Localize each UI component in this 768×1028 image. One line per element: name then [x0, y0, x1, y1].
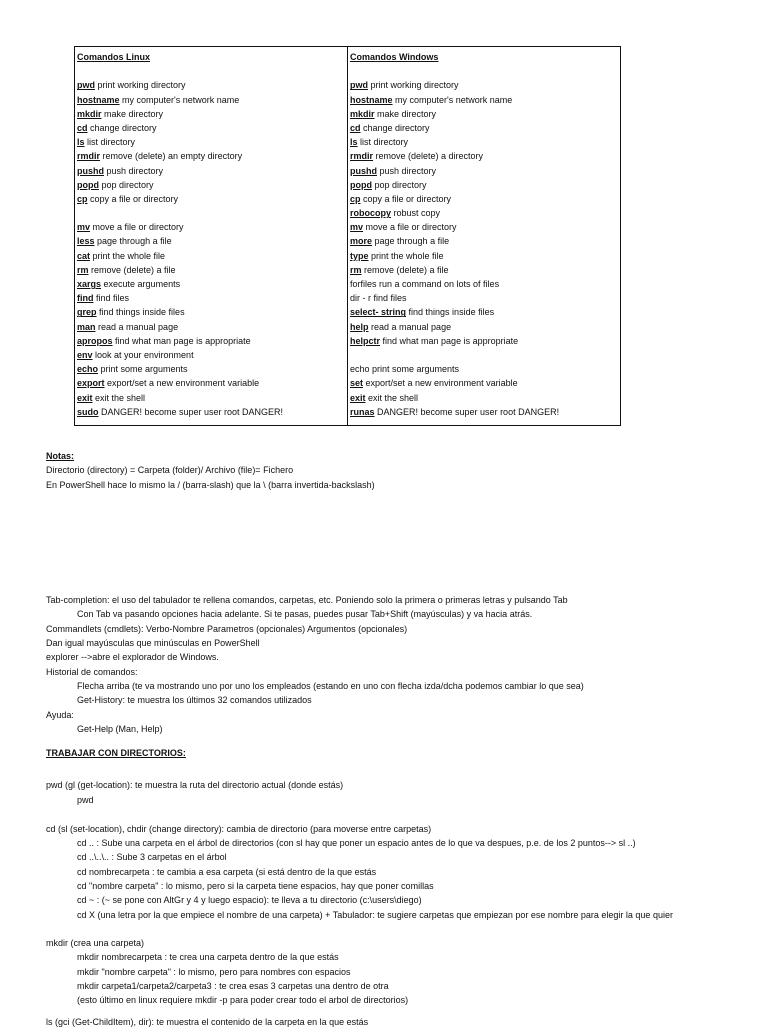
linux-command-row: [77, 320, 345, 334]
linux-command-description: my computer's network name: [119, 94, 240, 105]
windows-command-row: [350, 291, 618, 305]
linux-command-row: [77, 64, 345, 78]
windows-command-row: [350, 64, 618, 78]
windows-command-description: push directory: [377, 165, 437, 176]
windows-command-row: [350, 206, 618, 220]
windows-command-row: [350, 249, 618, 263]
windows-command-row: [350, 391, 618, 405]
linux-command-row: [77, 93, 345, 107]
windows-command-name: rm: [350, 264, 362, 275]
linux-command-description: page through a file: [94, 236, 172, 247]
body-text-line: pwd: [77, 795, 94, 805]
windows-command-description: read a manual page: [368, 321, 452, 332]
windows-command-row: [350, 362, 618, 376]
windows-command-name: type: [350, 250, 369, 261]
linux-command-name: grep: [77, 307, 97, 318]
windows-command-row: [350, 263, 618, 277]
windows-command-description: robust copy: [391, 208, 441, 219]
windows-command-description: remove (delete) a directory: [373, 151, 484, 162]
linux-command-description: export/set a new environment variable: [104, 378, 260, 389]
windows-command-row: [350, 93, 618, 107]
linux-command-description: move a file or directory: [90, 222, 184, 233]
body-text-line: cd "nombre carpeta" : lo mismo, pero si la carpeta tiene espacios, hay que poner comillas: [77, 881, 434, 891]
body-text-line: Flecha arriba (te va mostrando uno por uno los empleados (estando en uno con flecha izda/dcha podemos cambiar lo que sea): [77, 681, 584, 691]
windows-command-description: forfiles run a command on lots of files: [350, 279, 500, 289]
linux-command-description: push directory: [104, 165, 164, 176]
linux-command-row: [77, 135, 345, 149]
linux-command-row: [77, 334, 345, 348]
windows-command-name: robocopy: [350, 208, 392, 219]
windows-command-row: [350, 220, 618, 234]
body-text-line: cd X (una letra por la que empiece el nombre de una carpeta) + Tabulador: te sugiere carpetas que empiezan por ese nombre para elegir la que quier: [77, 910, 673, 920]
linux-command-name: pwd: [77, 80, 95, 91]
linux-command-row: [77, 192, 345, 206]
notes-line-2: En PowerShell hace lo mismo la / (barra-slash) que la \ (barra invertida-backslash): [46, 480, 375, 490]
windows-command-name: set: [350, 378, 364, 389]
linux-command-description: find files: [93, 293, 130, 304]
windows-command-name: cp: [350, 193, 361, 204]
linux-command-name: mkdir: [77, 108, 102, 119]
windows-command-description: print working directory: [368, 80, 459, 91]
windows-command-row: [350, 405, 618, 419]
body-text-line: Ayuda:: [46, 710, 74, 720]
section-heading: TRABAJAR CON DIRECTORIOS:: [46, 748, 186, 758]
linux-command-description: DANGER! become super user root DANGER!: [98, 406, 284, 417]
windows-command-row: [350, 305, 618, 319]
windows-command-name: popd: [350, 179, 372, 190]
windows-command-row: [350, 149, 618, 163]
windows-command-row: [350, 334, 618, 348]
linux-command-row: [77, 234, 345, 248]
linux-command-row: [77, 348, 345, 362]
linux-command-name: ls: [77, 137, 85, 148]
windows-command-name: cd: [350, 122, 361, 133]
windows-command-name: mkdir: [350, 108, 375, 119]
windows-command-description: pop directory: [372, 179, 427, 190]
windows-command-description: dir - r find files: [350, 293, 407, 304]
linux-command-name: find: [77, 293, 94, 304]
linux-command-name: man: [77, 321, 96, 332]
linux-command-description: find what man page is appropriate: [112, 335, 251, 346]
linux-command-row: [77, 263, 345, 277]
body-text-line: cd ~ : (~ se pone con AltGr y 4 y luego espacio): te lleva a tu directorio (c:\users\diego): [77, 895, 422, 905]
linux-command-name: cd: [77, 122, 88, 133]
windows-command-row: [350, 320, 618, 334]
windows-command-description: exit the shell: [365, 392, 419, 403]
linux-command-row: [77, 305, 345, 319]
windows-command-description: list directory: [357, 137, 409, 148]
windows-command-name: rmdir: [350, 151, 374, 162]
linux-header: Comandos Linux: [77, 52, 151, 62]
linux-command-name: popd: [77, 179, 99, 190]
linux-command-name: apropos: [77, 335, 113, 346]
windows-command-description: make directory: [374, 108, 437, 119]
linux-command-name: env: [77, 349, 93, 360]
linux-command-description: change directory: [87, 122, 157, 133]
windows-command-description: echo print some arguments: [350, 364, 460, 375]
windows-command-name: mv: [350, 222, 364, 233]
linux-command-row: [77, 405, 345, 419]
linux-command-name: xargs: [77, 279, 102, 289]
windows-command-name: hostname: [350, 94, 393, 105]
body-text-line: explorer -->abre el explorador de Windows.: [46, 652, 219, 662]
windows-command-row: [350, 164, 618, 178]
windows-command-name: more: [350, 236, 373, 247]
linux-command-description: exit the shell: [92, 392, 146, 403]
body-text-line: Tab-completion: el uso del tabulador te rellena comandos, carpetas, etc. Poniendo solo la primera o primeras letras y pulsando Tab: [46, 595, 568, 605]
windows-command-description: remove (delete) a file: [361, 264, 449, 275]
notes-line-1: Directorio (directory) = Carpeta (folder)/ Archivo (file)= Fichero: [46, 465, 294, 475]
linux-command-description: list directory: [84, 137, 136, 148]
linux-command-description: copy a file or directory: [87, 193, 179, 204]
windows-command-name: help: [350, 321, 369, 332]
windows-command-row: [350, 78, 618, 92]
linux-command-description: remove (delete) an empty directory: [100, 151, 243, 162]
commands-comparison-table: [74, 46, 621, 426]
body-text-line: ls (gci (Get-ChildItem), dir): te muestra el contenido de la carpeta en la que estás: [46, 1017, 369, 1027]
windows-command-row: [350, 277, 618, 291]
windows-command-description: find what man page is appropriate: [380, 335, 519, 346]
windows-command-description: page through a file: [372, 236, 450, 247]
windows-command-row: [350, 107, 618, 121]
body-text-line: cd nombrecarpeta : te cambia a esa carpeta (si está dentro de la que estás: [77, 867, 377, 877]
windows-command-name: select- string: [350, 307, 407, 318]
linux-command-row: [77, 291, 345, 305]
body-text-line: Commandlets (cmdlets): Verbo-Nombre Parametros (opcionales) Argumentos (opcionales): [46, 624, 408, 634]
linux-command-description: execute arguments: [101, 279, 181, 289]
windows-command-description: move a file or directory: [363, 222, 457, 233]
linux-command-name: echo: [77, 364, 99, 375]
linux-command-row: [77, 249, 345, 263]
linux-command-description: make directory: [101, 108, 164, 119]
body-text-line: cd (sl (set-location), chdir (change directory): cambia de directorio (para moverse entre carpetas): [46, 824, 432, 834]
linux-command-row: [77, 121, 345, 135]
windows-command-row: [350, 376, 618, 390]
body-text-line: mkdir "nombre carpeta" : lo mismo, pero para nombres con espacios: [77, 967, 351, 977]
linux-command-row: [77, 164, 345, 178]
body-text-line: Get-History: te muestra los últimos 32 comandos utilizados: [77, 695, 312, 705]
windows-command-row: [350, 234, 618, 248]
linux-command-description: pop directory: [99, 179, 154, 190]
windows-command-row: [350, 348, 618, 362]
windows-command-name: pwd: [350, 80, 368, 91]
body-text-line: pwd (gl (get-location): te muestra la ruta del directorio actual (donde estás): [46, 780, 344, 790]
windows-command-description: copy a file or directory: [360, 193, 452, 204]
body-text-line: mkdir carpeta1/carpeta2/carpeta3 : te crea esas 3 carpetas una dentro de otra: [77, 981, 389, 991]
linux-command-description: print the whole file: [90, 250, 166, 261]
body-text-line: cd .. : Sube una carpeta en el árbol de directorios (con sl hay que poner un espacio antes de lo que va despues, p.e. de los 2 puntos--> sl ..): [77, 838, 636, 848]
windows-header: Comandos Windows: [350, 52, 439, 62]
windows-command-row: [350, 192, 618, 206]
linux-column: [75, 47, 348, 426]
body-text-line: Dan igual mayúsculas que minúsculas en PowerShell: [46, 638, 260, 648]
windows-command-name: ls: [350, 137, 358, 148]
body-text-line: Con Tab va pasando opciones hacia adelante. Si te pasas, puedes pusar Tab+Shift (mayúsculas) y va hacia atrás.: [77, 609, 533, 619]
linux-command-row: [77, 107, 345, 121]
linux-command-name: rm: [77, 264, 89, 275]
body-text-line: Historial de comandos:: [46, 667, 138, 677]
linux-command-name: pushd: [77, 165, 104, 176]
linux-command-row: [77, 78, 345, 92]
linux-command-name: rmdir: [77, 151, 101, 162]
windows-column: [348, 47, 621, 426]
windows-command-row: [350, 135, 618, 149]
windows-command-name: helpctr: [350, 335, 381, 346]
linux-command-row: [77, 206, 345, 220]
linux-command-name: sudo: [77, 406, 99, 417]
windows-command-description: my computer's network name: [392, 94, 513, 105]
linux-command-name: less: [77, 236, 95, 247]
linux-command-row: [77, 391, 345, 405]
linux-command-name: cat: [77, 250, 91, 261]
windows-command-row: [350, 121, 618, 135]
linux-command-row: [77, 362, 345, 376]
linux-command-description: read a manual page: [95, 321, 179, 332]
linux-command-description: print working directory: [95, 80, 186, 91]
windows-command-description: export/set a new environment variable: [363, 378, 518, 389]
windows-command-description: print the whole file: [368, 250, 444, 261]
linux-command-row: [77, 149, 345, 163]
linux-command-name: export: [77, 378, 105, 389]
body-text-line: Get-Help (Man, Help): [77, 724, 163, 734]
body-text-line: mkdir (crea una carpeta): [46, 938, 145, 948]
notes-title: Notas:: [46, 451, 75, 461]
windows-command-name: exit: [350, 392, 366, 403]
linux-command-row: [77, 178, 345, 192]
body-text-line: cd ..\..\.. : Sube 3 carpetas en el árbol: [77, 852, 227, 862]
windows-command-description: DANGER! become super user root DANGER!: [374, 406, 560, 417]
linux-command-row: [77, 277, 345, 291]
linux-command-description: print some arguments: [98, 364, 188, 375]
windows-command-name: runas: [350, 406, 375, 417]
linux-command-description: remove (delete) a file: [88, 264, 176, 275]
windows-command-description: change directory: [360, 122, 430, 133]
linux-command-description: find things inside files: [96, 307, 185, 318]
body-text-line: (esto último en linux requiere mkdir -p para poder crear todo el arbol de directorios): [77, 995, 409, 1005]
linux-command-row: [77, 220, 345, 234]
linux-command-name: hostname: [77, 94, 120, 105]
linux-command-description: look at your environment: [92, 349, 194, 360]
windows-command-row: [350, 178, 618, 192]
linux-command-name: exit: [77, 392, 93, 403]
linux-command-name: mv: [77, 222, 91, 233]
windows-command-name: pushd: [350, 165, 377, 176]
linux-command-name: cp: [77, 193, 88, 204]
windows-command-description: find things inside files: [406, 307, 495, 318]
linux-command-row: [77, 376, 345, 390]
body-text-line: mkdir nombrecarpeta : te crea una carpeta dentro de la que estás: [77, 952, 339, 962]
